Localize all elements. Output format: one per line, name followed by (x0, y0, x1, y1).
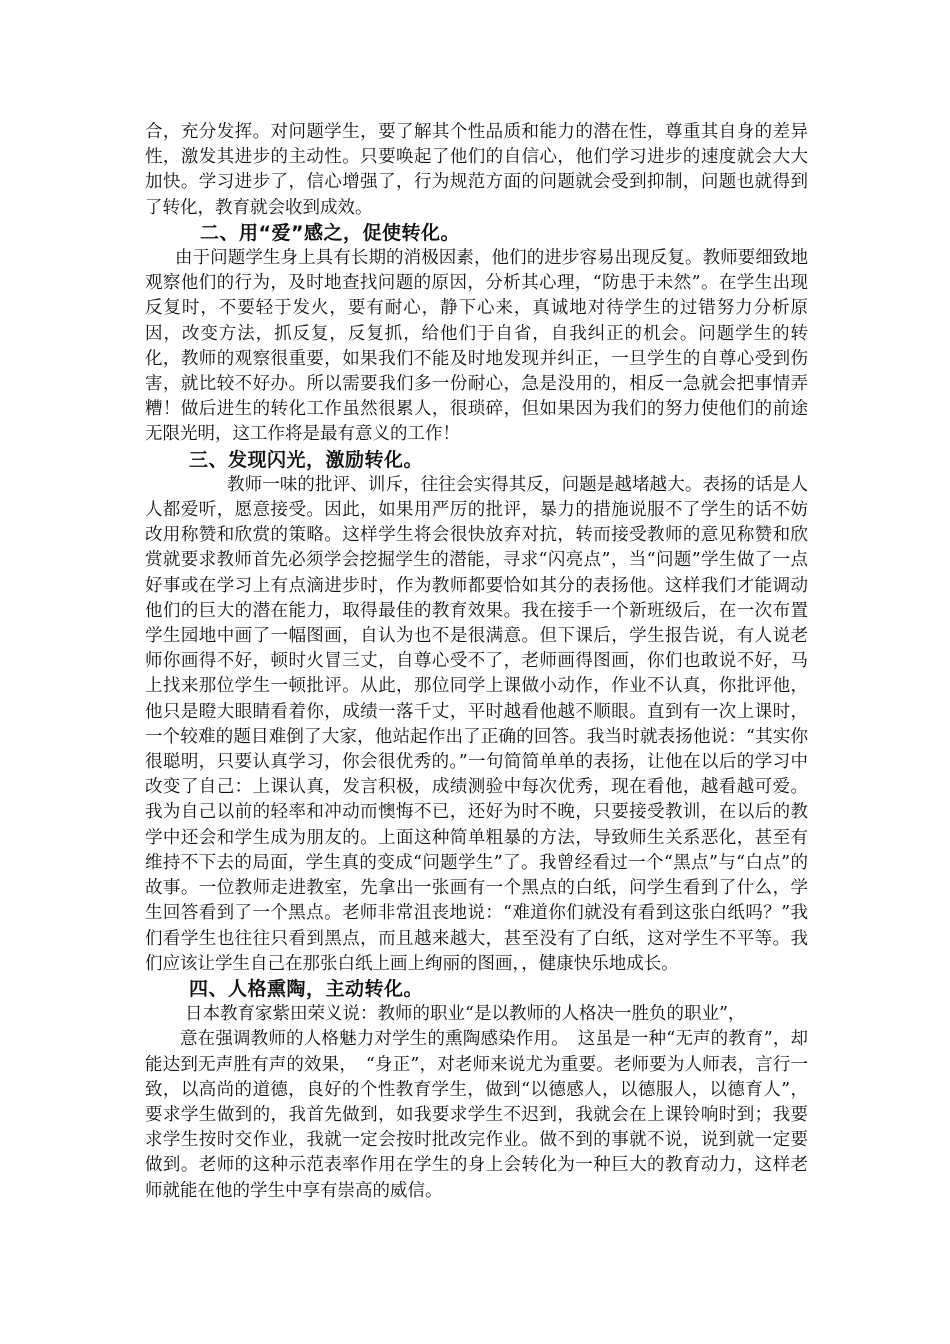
section-heading-4: 四、人格熏陶，主动转化。 (189, 977, 424, 1000)
section-2-paragraph: 由于问题学生身上具有长期的消极因素，他们的进步容易出现反复。教师要细致地观察他们的行为，及时地查找问题的原因，分析其心理，“防患于未然”。在学生出现反复时，不要轻于发火，要有耐心，静下心来，真诚地对待学生的过错努力分析原因，改变方法，抓反复，反复抓，给他们于自省，自我纠正的机会。问题学生的转化，教师的观察很重要，如果我们不能及时地发现并纠正，一旦学生的自尊心受到伤害，就比较不好办。所以需要我们多一份耐心，急是没用的，相反一急就会把事情弄糟！做后进生的转化工作虽然很累人，很琐碎，但如果因为我们的努力使他们的前途无限光明，这工作将是最有意义的工作！ (145, 248, 808, 445)
section-4-quote-line: 日本教育家紫田荣义说：教师的职业“是以教师的人格决一胜负的职业”， (185, 1004, 746, 1025)
intro-paragraph: 合，充分发挥。对问题学生，要了解其个性品质和能力的潜在性，尊重其自身的差异性，激发其进步的主动性。只要唤起了他们的自信心，他们学习进步的速度就会大大加快。学习进步了，信心增强了，行为规范方面的问题就会受到抑制，问题也就得到了转化，教育就会收到成效。 (145, 122, 808, 218)
section-4-paragraph: 意在强调教师的人格魅力对学生的熏陶感染作用。 这虽是一种“无声的教育”，却能达到无声胜有声的效果， “身正”，对老师来说尤为重要。老师要为人师表，言行一致，以高尚的道德，良好的个性教育学生，做到“以德感人，以德服人，以德育人”，要求学生做到的，我首先做到，如我要求学生不迟到，我就会在上课铃响时到；我要求学生按时交作业，我就一定会按时批改完作业。做不到的事就不说，说到就一定要做到。老师的这种示范表率作用在学生的身上会转化为一种巨大的教育动力，这样老师就能在他的学生中享有崇高的威信。 (145, 1029, 808, 1201)
section-heading-3: 三、发现闪光，激励转化。 (189, 448, 424, 471)
section-heading-2: 二、用“爱”感之，促使转化。 (200, 221, 460, 244)
section-3-paragraph: 教师一味的批评、训斥，往往会实得其反，问题是越堵越大。表扬的话是人人都爱听，愿意接受。因此，如果用严厉的批评，暴力的措施说服不了学生的话不妨改用称赞和欣赏的策略。这样学生将会很快放弃对抗，转而接受教师的意见称赞和欣赏就要求教师首先必须学会挖掘学生的潜能，寻求“闪亮点”，当“问题”学生做了一点好事或在学习上有点滴进步时，作为教师都要恰如其分的表扬他。这样我们才能调动他们的巨大的潜在能力，取得最佳的教育效果。我在接手一个新班级后，在一次布置学生园地中画了一幅图画，自认为也不是很满意。但下课后，学生报告说，有人说老师你画得不好，顿时火冒三丈，自尊心受不了，老师画得图画，你们也敢说不好，马上找来那位学生一顿批评。从此，那位同学上课做小动作，作业不认真，你批评他，他只是瞪大眼睛看着你，成绩一落千丈，平时越看他越不顺眼。直到有一次上课时，一个较难的题目难倒了大家，他站起作出了正确的回答。我当时就表扬他说：“其实你很聪明，只要认真学习，你会很优秀的。”一句简简单单的表扬，让他在以后的学习中改变了自己：上课认真，发言积极，成绩测验中每次优秀，现在看他，越看越可爱。我为自己以前的轻率和冲动而懊悔不已，还好为时不晚，只要接受教训，在以后的教学中还会和学生成为朋友的。上面这种简单粗暴的方法，导致师生关系恶化，甚至有维持不下去的局面，学生真的变成“问题学生”了。我曾经看过一个“黑点”与“白点”的故事。一位教师走进教室，先拿出一张画有一个黑点的白纸，问学生看到了什么，学生回答看到了一个黑点。老师非常沮丧地说：“难道你们就没有看到这张白纸吗？”我们看学生也往往只看到黑点，而且越来越大，甚至没有了白纸，这对学生不平等。我们应该让学生自己在那张白纸上画上绚丽的图画，，健康快乐地成长。 (145, 474, 808, 974)
document-page (145, 120, 808, 1204)
